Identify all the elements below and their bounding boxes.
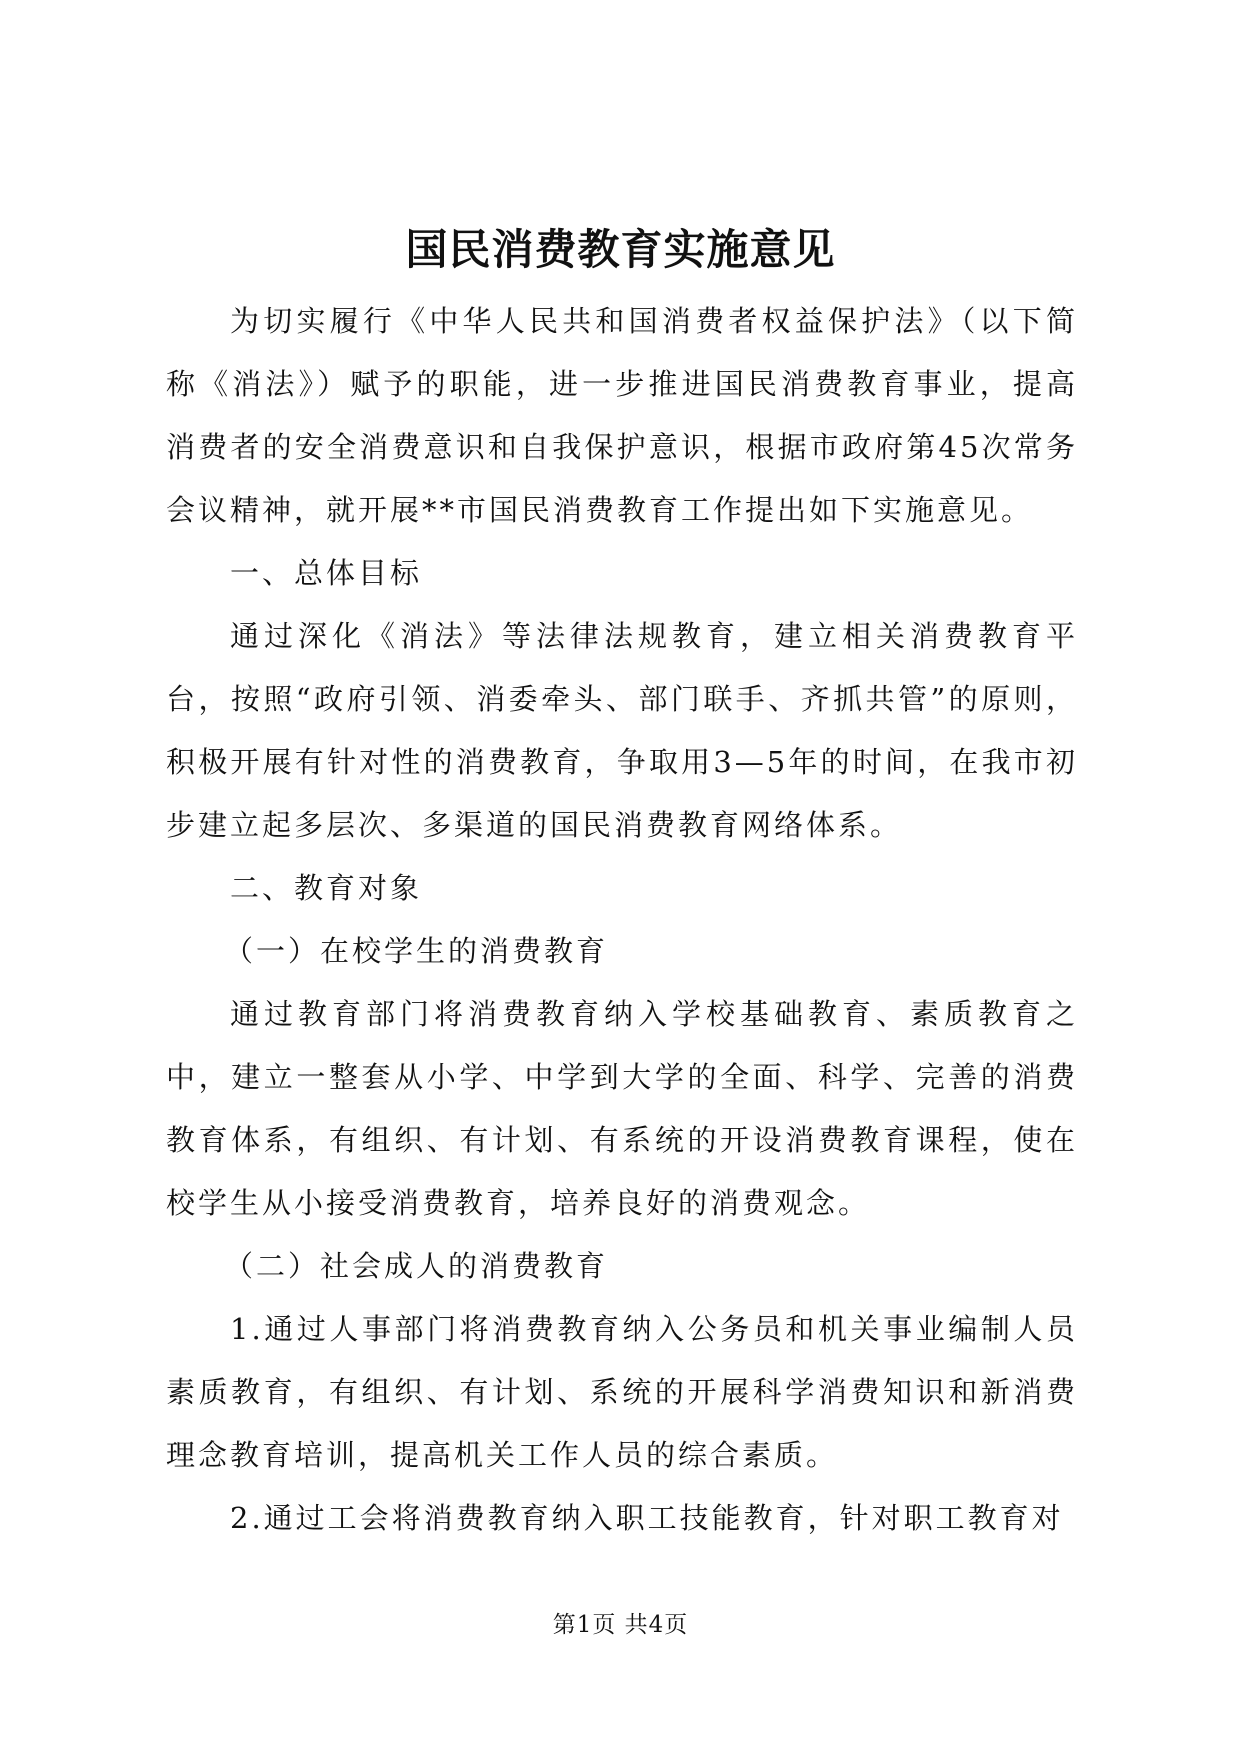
adult-education-item-1: 1.通过人事部门将消费教育纳入公务员和机关事业编制人员素质教育，有组织、有计划、系统的开展科学消费知识和新消费理念教育培训，提高机关工作人员的综合素质。	[166, 1312, 1078, 1472]
overall-goal-paragraph: 通过深化《消法》等法律法规教育，建立相关消费教育平台，按照“政府引领、消委牵头、部门联手、齐抓共管”的原则，积极开展有针对性的消费教育，争取用3—5年的时间，在我市初步建立起多层次、多渠道的国民消费教育网络体系。	[166, 619, 1078, 842]
subheading-student-education: （一）在校学生的消费教育	[224, 934, 609, 968]
document-title: 国民消费教育实施意见	[405, 225, 836, 274]
section-heading-overall-goal: 一、总体目标	[230, 556, 423, 590]
document-body	[166, 290, 1078, 1550]
student-education-paragraph: 通过教育部门将消费教育纳入学校基础教育、素质教育之中，建立一整套从小学、中学到大学的全面、科学、完善的消费教育体系，有组织、有计划、有系统的开设消费教育课程，使在校学生从小接受消费教育，培养良好的消费观念。	[166, 997, 1078, 1220]
section-heading-education-targets: 二、教育对象	[230, 871, 423, 905]
adult-education-item-2: 2.通过工会将消费教育纳入职工技能教育，针对职工教育对	[230, 1501, 1064, 1535]
intro-paragraph: 为切实履行《中华人民共和国消费者权益保护法》（以下简称《消法》）赋予的职能，进一步推进国民消费教育事业，提高消费者的安全消费意识和自我保护意识，根据市政府第45次常务会议精神，就开展**市国民消费教育工作提出如下实施意见。	[166, 304, 1078, 527]
subheading-adult-education: （二）社会成人的消费教育	[224, 1249, 609, 1283]
page-footer: 第1页 共4页	[552, 1612, 689, 1638]
